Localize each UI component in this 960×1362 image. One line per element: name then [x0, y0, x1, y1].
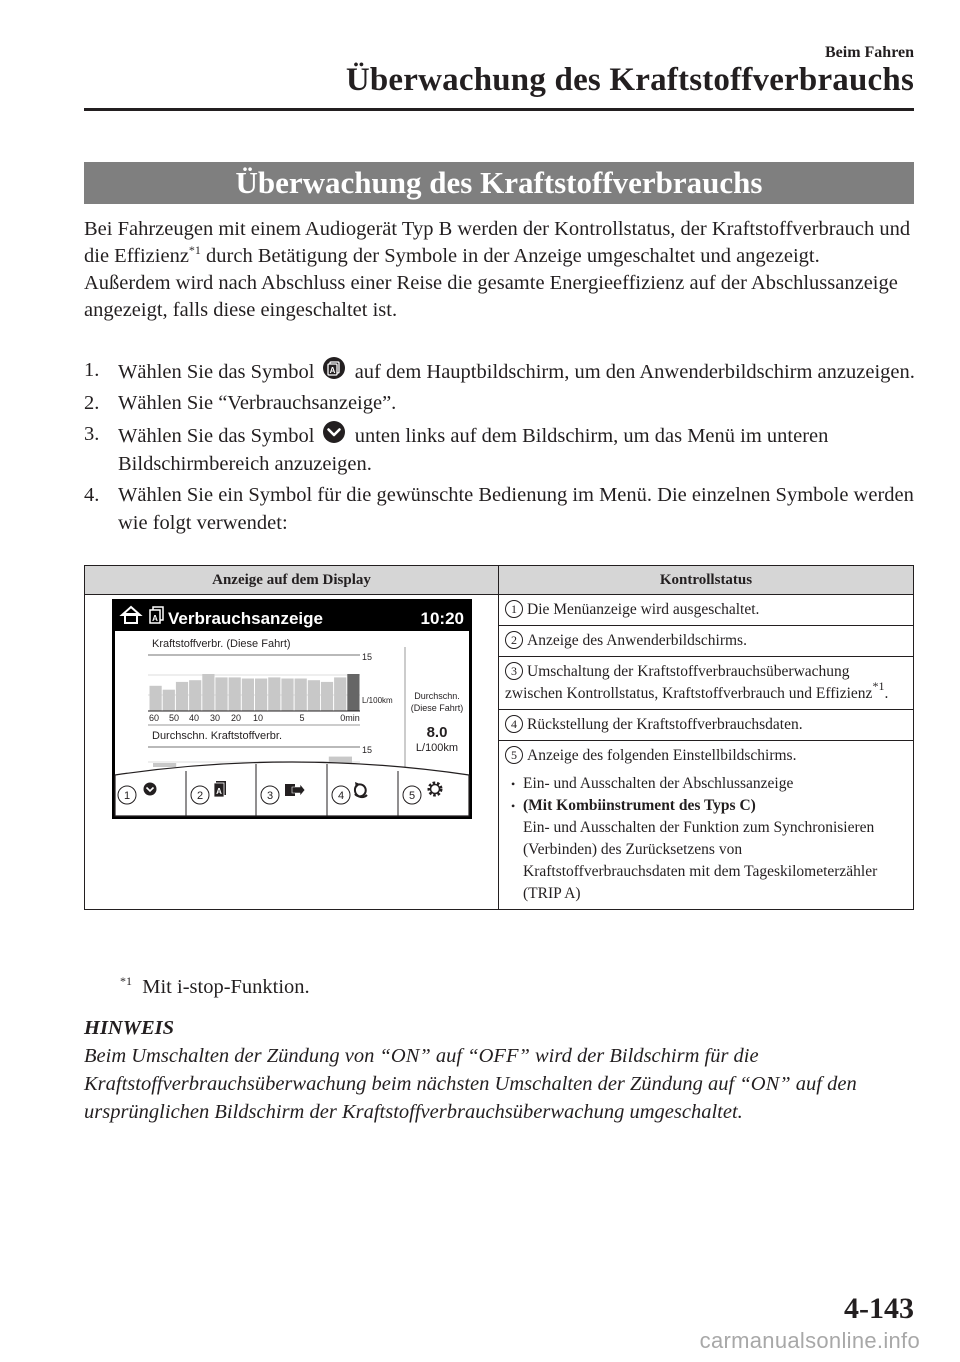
section-title: Überwachung des Kraftstoffverbrauchs	[84, 162, 914, 204]
app-icon	[214, 781, 226, 797]
number-badge: 4	[505, 715, 523, 733]
graph-1-bar	[347, 674, 359, 711]
graph-1-bar	[149, 686, 161, 711]
svg-text:A: A	[151, 614, 158, 623]
graph-2-ymax: 15	[361, 745, 372, 755]
svg-text:4: 4	[337, 790, 344, 802]
step-1: 1. Wählen Sie das Symbol A auf dem Hauptbildschirm, um den Anwenderbildschirm anzuzeigen.	[84, 356, 916, 386]
x-tick-label: 40	[188, 713, 199, 723]
number-badge: 1	[505, 600, 523, 618]
graph-1-bar	[334, 677, 346, 711]
x-tick-label: 50	[168, 713, 179, 723]
graph-1-bar	[162, 690, 174, 711]
x-tick-label: 20	[230, 713, 241, 723]
step-2: 2. Wählen Sie “Verbrauchsanzeige”.	[84, 392, 397, 414]
intro-text	[84, 216, 916, 324]
avg-unit: L/100km	[415, 742, 458, 754]
page-number: 4-143	[844, 1292, 914, 1325]
intro-paragraph-1: Bei Fahrzeugen mit einem Audiogerät Typ B werden der Kontrollstatus, der Kraftstoffverbrauch und die Effizienz$^{*1}$ durch Betätigung der Symbole in der Anzeige umgeschaltet und angezeigt.	[84, 218, 911, 267]
footnote: $^{*1}$ Mit i-stop-Funktion.	[120, 974, 310, 998]
note-box	[84, 1014, 916, 1126]
graph-1-bar	[281, 679, 293, 712]
graph-1-bar	[268, 677, 280, 711]
graph-2-label: Durchschn. Kraftstoffverbr.	[151, 730, 282, 742]
svg-text:2: 2	[196, 790, 203, 802]
settings-bullets	[511, 773, 907, 905]
graph-1-bar	[175, 682, 187, 711]
svg-text:3: 3	[266, 790, 273, 802]
header-title: Überwachung des Kraftstoffverbrauchs	[345, 62, 914, 98]
x-tick-label: 10	[252, 713, 263, 723]
graph-1-bar	[215, 677, 227, 711]
screen-time: 10:20	[420, 609, 464, 628]
table-row-4: 4 Rückstellung der Kraftstoffverbrauchsdaten.	[499, 710, 914, 741]
chevron-down-icon	[322, 420, 346, 444]
graph-1-bar	[189, 680, 201, 711]
table-row-2: 2 Anzeige des Anwenderbildschirms.	[499, 626, 914, 657]
graph-1-bar	[241, 679, 253, 712]
avg-label-2: (Diese Fahrt)	[410, 703, 463, 713]
control-table	[84, 565, 914, 910]
number-badge: 2	[505, 631, 523, 649]
screen-title: Verbrauchsanzeige	[167, 609, 323, 628]
table-header-display: Anzeige auf dem Display	[85, 566, 499, 595]
table-row-1: 1 Die Menüanzeige wird ausgeschaltet.	[499, 595, 914, 626]
table-row-5: 5 Anzeige des folgenden Einstellbildschirms. • Ein- und Ausschalten der Abschlussanzeige • (Mit Kombiinstrument des Typs C) Ein- und Ausschalten der Funktion zum Synchronisieren (Verbinden) des Zurücksetzens von Kraftstoffverbrauchsdaten mit dem Tageskilometerzähler (TRIP A)	[499, 741, 914, 910]
chevron-down-icon	[143, 783, 156, 796]
list-item: • Ein- und Ausschalten der Abschlussanzeige	[511, 773, 907, 795]
screen-image-cell	[85, 595, 499, 910]
note-title: HINWEIS	[84, 1017, 175, 1039]
svg-text:1: 1	[123, 790, 130, 802]
x-tick-label: 5	[298, 713, 305, 723]
fuel-screen-illustration	[112, 599, 472, 819]
header-rule	[84, 108, 914, 111]
graph-1-bar	[294, 679, 306, 712]
graph-1-bar	[320, 682, 332, 711]
app-icon	[322, 356, 346, 380]
intro-paragraph-2: Außerdem wird nach Abschluss einer Reise die gesamte Energieeffizienz auf der Abschlussanzeige angezeigt, falls diese eingeschaltet ist.	[84, 272, 898, 321]
graph-1-bar	[255, 679, 267, 712]
svg-text:5: 5	[408, 790, 415, 802]
x-tick-label: 0min	[339, 713, 360, 723]
watermark: carmanualsonline.info	[699, 1328, 920, 1353]
step-4: 4. Wählen Sie ein Symbol für die gewünschte Bedienung im Menü. Die einzelnen Symbole werden wie folgt verwendet:	[84, 484, 914, 534]
graph-1-ymax: 15	[361, 652, 372, 662]
svg-text:A: A	[329, 366, 335, 375]
graph-1-bar	[202, 674, 214, 711]
x-tick-label: 60	[148, 713, 159, 723]
avg-label-1: Durchschn.	[413, 691, 460, 701]
graph-1-unit: L/100km	[361, 696, 393, 705]
graph-1-label: Kraftstoffverbr. (Diese Fahrt)	[151, 638, 291, 650]
avg-value: 8.0	[426, 724, 447, 741]
steps-list	[84, 356, 916, 540]
list-item: • (Mit Kombiinstrument des Typs C) Ein- und Ausschalten der Funktion zum Synchronisieren (Verbinden) des Zurücksetzens von Kraftstoffverbrauchsdaten mit dem Tageskilometerzähler (TRIP A)	[511, 795, 907, 905]
svg-text:A: A	[215, 787, 222, 796]
number-badge: 5	[505, 746, 523, 764]
table-row-3: 3 Umschaltung der Kraftstoffverbrauchsüberwachung zwischen Kontrollstatus, Kraftstoffverbrauch und Effizienz$^{*1}$.	[499, 657, 914, 710]
table-header-status: Kontrollstatus	[499, 566, 914, 595]
header-section: Beim Fahren	[824, 44, 914, 61]
graph-1-bar	[307, 680, 319, 711]
graph-2-bar	[153, 763, 176, 767]
x-tick-label: 30	[209, 713, 220, 723]
note-text: Beim Umschalten der Zündung von “ON” auf “OFF” wird der Bildschirm für die Kraftstoffverbrauchsüberwachung beim nächsten Umschalten der Zündung auf “ON” auf den ursprünglichen Bildschirm der Kraftstoffverbrauchsüberwachung umgeschaltet.	[84, 1045, 857, 1123]
graph-1-bar	[228, 677, 240, 711]
step-3: 3. Wählen Sie das Symbol unten links auf dem Bildschirm, um das Menü im unteren Bildschirmbereich anzuzeigen.	[84, 420, 916, 478]
number-badge: 3	[505, 662, 523, 680]
